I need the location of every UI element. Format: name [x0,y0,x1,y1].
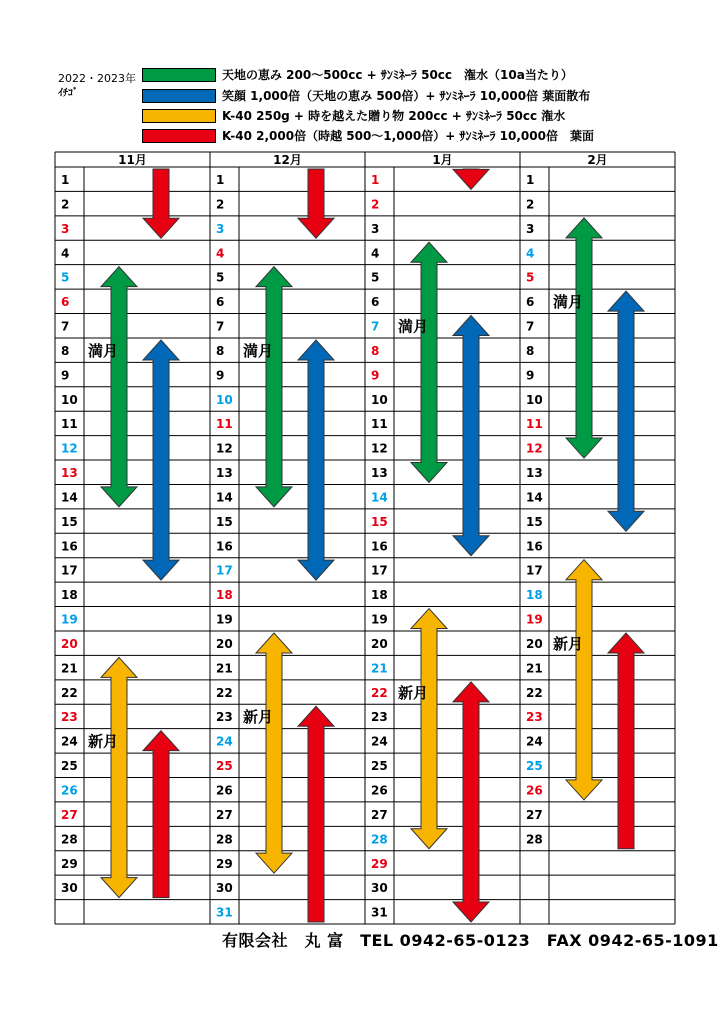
day-number: 15 [61,514,78,529]
day-number: 16 [371,539,388,554]
day-number: 28 [371,832,388,847]
day-number: 25 [216,759,233,774]
day-number: 12 [61,441,78,456]
day-number: 8 [61,343,70,358]
day-number: 24 [216,734,233,749]
day-number: 23 [526,710,543,725]
schedule-arrow [298,706,334,922]
day-number: 4 [61,246,70,261]
day-number: 26 [216,783,233,798]
day-number: 6 [61,295,70,310]
day-number: 23 [216,710,233,725]
day-number: 30 [216,881,233,896]
day-number: 19 [61,612,78,627]
day-number: 14 [61,490,78,505]
day-number: 29 [61,856,78,871]
day-number: 2 [61,197,70,212]
day-number: 30 [371,881,388,896]
day-number: 14 [216,490,233,505]
moon-phase-label: 新月 [88,732,119,751]
day-number: 7 [216,319,225,334]
day-number: 3 [61,221,70,236]
day-number: 20 [61,636,78,651]
schedule-arrow [298,169,334,238]
day-number: 3 [371,221,380,236]
day-number: 19 [216,612,233,627]
day-number: 6 [216,295,225,310]
day-number: 1 [61,173,70,187]
day-number: 4 [526,246,535,261]
day-number: 15 [526,514,543,529]
day-number: 18 [371,588,388,603]
day-number: 22 [526,685,543,700]
day-number: 22 [371,685,388,700]
day-number: 27 [371,807,388,822]
legend-text: 天地の恵み 200～500cc + ｻﾝﾐﾈｰﾗ 50cc 潅水（10a当たり） [222,68,573,82]
moon-phase-label: 満月 [553,293,584,312]
day-number: 6 [371,295,380,310]
day-number: 2 [371,197,380,212]
day-number: 1 [371,173,380,187]
day-number: 28 [526,832,543,847]
day-number: 13 [526,466,543,481]
day-number: 28 [61,832,78,847]
legend-text: 笑顔 1,000倍（天地の恵み 500倍）+ ｻﾝﾐﾈｰﾗ 10,000倍 葉面散布 [222,89,591,103]
day-number: 25 [371,759,388,774]
day-number: 17 [61,563,78,578]
day-number: 2 [216,197,225,212]
day-number: 3 [216,221,225,236]
day-number: 17 [371,563,388,578]
day-number: 21 [61,661,78,676]
day-number: 4 [216,246,225,261]
day-number: 16 [216,539,233,554]
day-number: 17 [526,563,543,578]
day-number: 9 [61,368,70,383]
moon-phase-label: 新月 [398,683,429,702]
day-number: 22 [61,685,78,700]
day-number: 24 [526,734,543,749]
day-number: 20 [216,636,233,651]
day-number: 22 [216,685,233,700]
schedule-arrow [608,633,644,849]
moon-phase-label: 満月 [88,341,119,360]
day-number: 27 [216,807,233,822]
day-number: 10 [371,392,388,407]
day-number: 26 [61,783,78,798]
day-number: 10 [526,392,543,407]
day-number: 29 [371,856,388,871]
day-number: 31 [216,905,233,920]
day-number: 5 [216,270,225,285]
day-number: 18 [526,588,543,603]
schedule-arrow [143,731,179,898]
day-number: 1 [526,173,535,187]
day-number: 28 [216,832,233,847]
day-number: 16 [526,539,543,554]
day-number: 7 [371,319,380,334]
day-number: 25 [526,759,543,774]
day-number: 12 [526,441,543,456]
schedule-arrow [143,169,179,238]
day-number: 9 [526,368,535,383]
company-footer: 有限会社 丸 富 TEL 0942-65-0123 FAX 0942-65-1091 [222,931,719,950]
moon-phase-label: 満月 [243,341,274,360]
day-number: 26 [371,783,388,798]
moon-phase-label: 新月 [243,708,274,727]
year-label: 2022・2023年 [58,72,136,85]
day-number: 3 [526,221,535,236]
day-number: 5 [371,270,380,285]
day-number: 19 [371,612,388,627]
day-number: 13 [216,466,233,481]
day-number: 11 [371,417,388,432]
day-number: 17 [216,563,233,578]
day-number: 13 [61,466,78,481]
day-number: 20 [526,636,543,651]
day-number: 1 [216,173,225,187]
day-number: 21 [526,661,543,676]
day-number: 8 [371,343,380,358]
day-number: 15 [371,514,388,529]
day-number: 8 [216,343,225,358]
day-number: 19 [526,612,543,627]
day-number: 27 [526,807,543,822]
day-number: 11 [216,417,233,432]
day-number: 31 [371,905,388,920]
month-header: 1月 [432,153,453,167]
day-number: 16 [61,539,78,554]
day-number: 13 [371,466,388,481]
day-number: 10 [61,392,78,407]
day-number: 11 [526,417,543,432]
day-number: 23 [61,710,78,725]
schedule-arrow [453,169,489,189]
month-header: 12月 [273,153,302,167]
day-number: 12 [371,441,388,456]
moon-phase-label: 満月 [398,317,429,336]
day-number: 4 [371,246,380,261]
day-number: 18 [61,588,78,603]
day-number: 21 [216,661,233,676]
day-number: 14 [371,490,388,505]
day-number: 26 [526,783,543,798]
day-number: 5 [61,270,70,285]
day-number: 14 [526,490,543,505]
day-number: 12 [216,441,233,456]
day-number: 21 [371,661,388,676]
day-number: 10 [216,392,233,407]
legend-text: K-40 250g + 時を越えた贈り物 200cc + ｻﾝﾐﾈｰﾗ 50cc 潅水 [222,109,566,123]
day-number: 7 [61,319,70,334]
day-number: 8 [526,343,535,358]
day-number: 9 [371,368,380,383]
day-number: 20 [371,636,388,651]
day-number: 11 [61,417,78,432]
day-number: 23 [371,710,388,725]
day-number: 15 [216,514,233,529]
day-number: 7 [526,319,535,334]
day-number: 18 [216,588,233,603]
day-number: 29 [216,856,233,871]
day-number: 25 [61,759,78,774]
moon-phase-label: 新月 [553,634,584,653]
month-header: 2月 [587,153,608,167]
day-number: 24 [371,734,388,749]
day-number: 5 [526,270,535,285]
day-number: 9 [216,368,225,383]
legend-text: K-40 2,000倍（時越 500～1,000倍）+ ｻﾝﾐﾈｰﾗ 10,000倍 葉面 [222,129,594,143]
day-number: 27 [61,807,78,822]
day-number: 6 [526,295,535,310]
crop-label: ｲﾁｺﾞ [58,88,78,99]
month-header: 11月 [118,153,147,167]
day-number: 30 [61,881,78,896]
day-number: 24 [61,734,78,749]
day-number: 2 [526,197,535,212]
